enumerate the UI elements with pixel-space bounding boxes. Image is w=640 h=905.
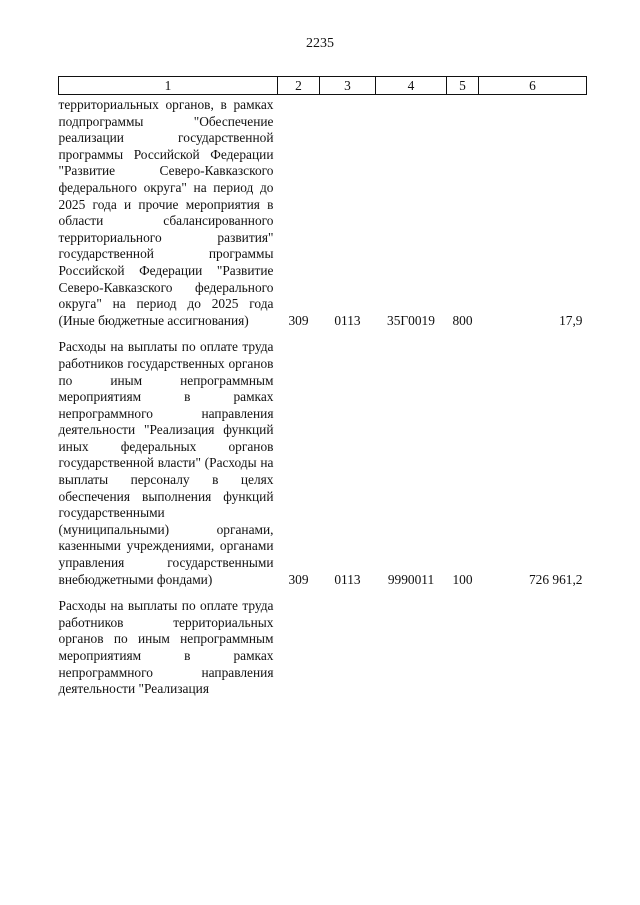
row-amount [479,588,587,698]
row-expense-type-code: 100 [452,571,473,587]
header-col-6: 6 [479,77,587,95]
row-section-code: 0113 [334,312,361,328]
row-amount: 726 961,2 [528,571,583,587]
row-description: Расходы на выплаты по оплате труда работников государственных органов по иным непрограммным мероприятиям в рамках непрограммного направления деятельности "Реализация функций иных федеральных органов государственной власти" (Расходы на выплаты персоналу в целях обеспечения выполнения функций государственными (муниципальными) органами, казенными учреждениями, органами управления государственными внебюджетными фондами) [58,339,274,587]
row-ministry-code [278,588,320,698]
header-col-3: 3 [320,77,376,95]
table-body [59,95,587,698]
table-header [59,77,587,95]
row-target-code [376,588,447,698]
header-col-4: 4 [376,77,447,95]
table-row [59,95,587,330]
table-row [59,588,587,698]
row-expense-type-code [447,588,479,698]
row-description: территориальных органов, в рамках подпрограммы "Обеспечение реализации государственной программы Российской Федерации "Развитие Северо-Кавказского федерального округа" на период до 2025 года и прочие мероприятия в области сбалансированного территориального развития" государственной программы Российской Федерации "Развитие Северо-Кавказского федерального округа" на период до 2025 года (Иные бюджетные ассигнования) [58,97,274,328]
header-col-2: 2 [278,77,320,95]
header-row [59,77,587,95]
row-description: Расходы на выплаты по оплате труда работников территориальных органов по иным непрограммным мероприятиям в рамках непрограммного направления деятельности "Реализация [58,598,274,697]
row-target-code: 35Г0019 [387,312,435,328]
header-col-5: 5 [447,77,479,95]
table-row [59,329,587,588]
row-ministry-code: 309 [288,312,309,328]
row-section-code: 0113 [334,571,361,587]
budget-table [58,76,587,698]
header-col-1: 1 [59,77,278,95]
row-expense-type-code: 800 [452,312,473,328]
row-amount: 17,9 [559,312,583,328]
page-number: 2235 [306,36,334,51]
row-target-code: 9990011 [387,571,435,587]
row-section-code [320,588,376,698]
row-ministry-code: 309 [288,571,309,587]
